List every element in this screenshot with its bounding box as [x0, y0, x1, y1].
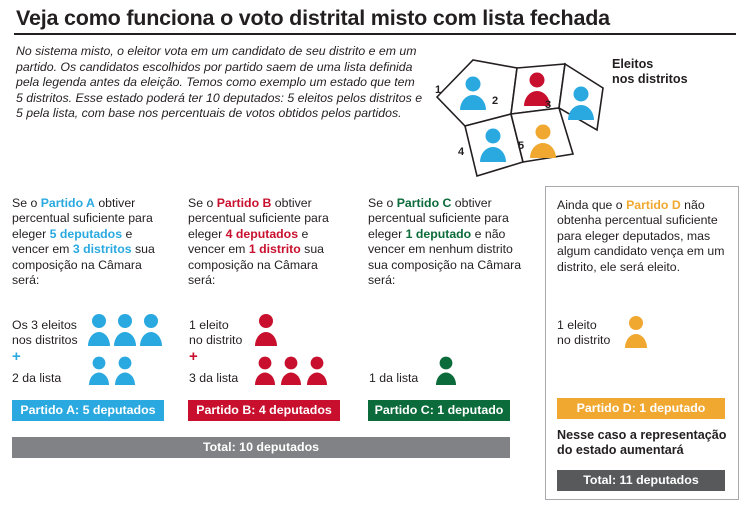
- panel-district-people: [622, 314, 652, 350]
- result-bar-partido-a: Partido A: 5 deputados: [12, 400, 164, 421]
- col-a-tail: sua composição na Câmara será:: [12, 242, 155, 288]
- result-bar-partido-c: Partido C: 1 deputado: [368, 400, 510, 421]
- result-bar-partido-d: Partido D: 1 deputado: [557, 398, 725, 419]
- title-divider: [14, 33, 736, 35]
- panel-note-line2: no distrito: [557, 332, 611, 347]
- col-b-list-people: [252, 355, 334, 387]
- district-number-3: 3: [545, 99, 552, 111]
- panel-conclusion-line2: do estado aumentará: [557, 443, 684, 457]
- map-label-line1: Eleitos: [612, 57, 654, 71]
- col-c-tail: sua composição na Câmara será:: [368, 257, 522, 288]
- col-c-list-people: [432, 355, 462, 387]
- col-a-party: Partido A: [40, 196, 95, 210]
- total-bar: Total: 10 deputados: [12, 437, 510, 458]
- panel-paragraph: [557, 198, 727, 275]
- column-partido-a: [12, 196, 172, 288]
- col-b-districts: 1 distrito: [248, 242, 301, 257]
- district-number-1: 1: [435, 84, 442, 96]
- col-a-note-line2: nos distritos: [12, 332, 78, 347]
- district-number-5: 5: [518, 140, 525, 152]
- col-b-party: Partido B: [216, 196, 272, 210]
- panel-conclusion-line1: Nesse caso a representação: [557, 428, 727, 442]
- col-b-seats: 4 deputados: [225, 226, 299, 241]
- page-title: Veja como funciona o voto distrital misto com lista fechada: [16, 6, 610, 30]
- col-c-party: Partido C: [396, 196, 452, 210]
- col-c-lead-mid: obtiver percentual suficiente para eleger: [368, 196, 509, 241]
- result-bar-partido-b: Partido B: 4 deputados: [188, 400, 340, 421]
- col-a-plus: +: [12, 348, 21, 365]
- col-b-lead-prefix: Se o: [188, 196, 217, 210]
- district-number-2: 2: [492, 95, 499, 107]
- panel-note: [557, 318, 610, 347]
- col-b-district-people: [252, 312, 282, 348]
- col-a-districts: 3 distritos: [72, 242, 132, 257]
- panel-party: Partido D: [626, 198, 681, 212]
- panel-text-suffix: não obtenha percentual suficiente para eleger deputados, mas algum candidato vença em um distrito, ele será eleito.: [557, 198, 725, 274]
- col-b-plus: +: [189, 348, 198, 365]
- panel-note-line1: 1 eleito: [557, 318, 597, 332]
- col-b-note-line1: 1 eleito: [189, 318, 229, 332]
- col-b-list-note: 3 da lista: [189, 371, 239, 385]
- panel-conclusion: [557, 428, 732, 458]
- col-c-seats: 1 deputado: [405, 226, 472, 241]
- col-a-note-line1: Os 3 eleitos: [12, 318, 77, 332]
- col-b-note-line2: no distrito: [189, 332, 243, 347]
- map-label: [612, 57, 688, 87]
- col-b-lead-mid: obtiver percentual suficiente para eleger: [188, 196, 329, 241]
- col-a-district-people: [86, 312, 166, 348]
- map-label-line2: nos distritos: [612, 72, 688, 86]
- panel-total-bar: Total: 11 deputados: [557, 470, 725, 491]
- district-number-4: 4: [458, 146, 465, 158]
- col-a-conn: e vencer em: [12, 226, 133, 257]
- col-c-list-note: 1 da lista: [369, 371, 419, 385]
- panel-text-prefix: Ainda que o: [557, 198, 627, 212]
- intro-paragraph: No sistema misto, o eleitor vota em um candidato de seu distrito e em um partido. Os candidatos escolhidos por partido saem de uma lista definida pela legenda antes da eleição. Temos como exemplo um estado que tem 5 distritos. Esse estado poderá ter 10 deputados: 5 eleitos pelos distritos e 5 pela lista, com base nos percentuais de votos obtidos pelos partidos.: [16, 44, 423, 121]
- col-a-list-people: [86, 355, 142, 387]
- column-partido-c: [368, 196, 528, 288]
- col-c-conn: e não vencer em nenhum distrito: [368, 226, 513, 257]
- col-a-lead-mid: obtiver percentual suficiente para eleger: [12, 196, 153, 241]
- col-a-list-note: 2 da lista: [12, 371, 62, 385]
- col-a-seats: 5 deputados: [49, 226, 123, 241]
- col-c-lead-prefix: Se o: [368, 196, 397, 210]
- districts-map: [425, 42, 605, 182]
- col-b-conn: e vencer em: [188, 226, 309, 257]
- col-b-tail: sua composição na Câmara será:: [188, 242, 325, 288]
- column-partido-b: [188, 196, 348, 288]
- col-a-lead-prefix: Se o: [12, 196, 41, 210]
